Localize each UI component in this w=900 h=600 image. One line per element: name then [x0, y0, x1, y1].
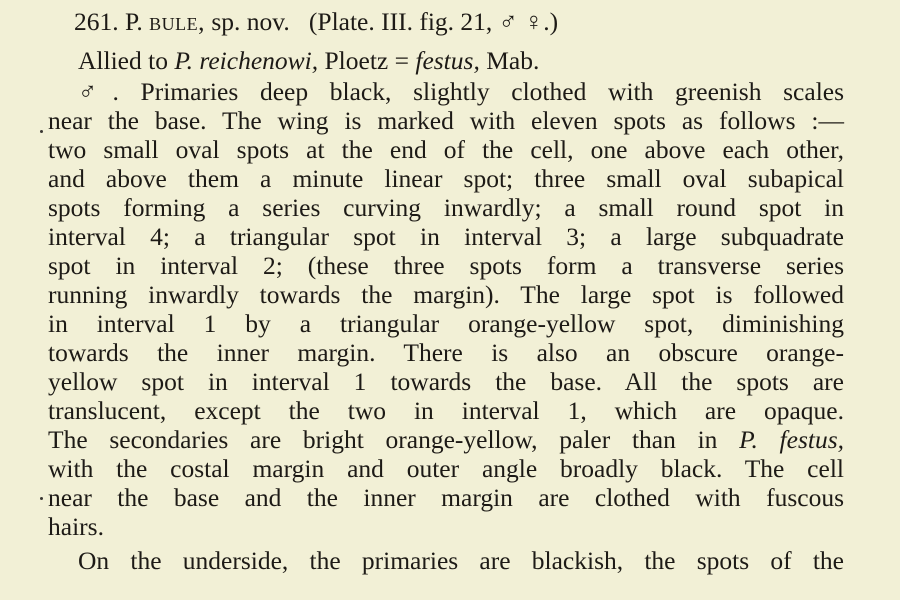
text-line: in interval 1 by a triangular orange-yellow spot, diminishing [48, 309, 844, 338]
sex-symbols: ♂ ♀.) [498, 7, 559, 36]
festus-italic: P. festus, [739, 425, 845, 454]
male-description-line-1 [78, 77, 844, 106]
text-line: hairs. [48, 512, 104, 541]
text-line: spot in interval 2; (these three spots form a transverse series [48, 251, 844, 280]
text-line: two small oval spots at the end of the cell, one above each other, [48, 135, 844, 164]
allied-species: P. reichenowi, [174, 46, 319, 75]
underside-line: On the underside, the primaries are blackish, the spots of the [78, 546, 844, 575]
plate-reference: (Plate. III. fig. 21, [308, 7, 493, 36]
species-name: bule, [149, 7, 205, 36]
text-line: spots forming a series curving inwardly; a small round spot in [48, 193, 844, 222]
text-line: translucent, except the two in interval 1, which are opaque. [48, 396, 844, 425]
text-line: running inwardly towards the margin). The large spot is followed [48, 280, 844, 309]
text-line [48, 425, 844, 454]
text-span: The secondaries are bright orange-yellow, paler than in [48, 425, 718, 454]
text-line: and above them a minute linear spot; three small oval subapical [48, 164, 844, 193]
sp-nov: sp. nov. [211, 7, 290, 36]
text-line: interval 4; a triangular spot in interval 3; a large subquadrate [48, 222, 844, 251]
ink-speck [40, 497, 43, 500]
text-line: yellow spot in interval 1 towards the base. All the spots are [48, 367, 844, 396]
allied-synonym: festus, [415, 46, 480, 75]
text-line: Primaries deep black, slightly clothed with greenish scales [140, 77, 845, 106]
text-line: near the base and the inner margin are clothed with fuscous [48, 483, 844, 512]
text-line: with the costal margin and outer angle broadly black. The cell [48, 454, 844, 483]
allied-prefix: Allied to [78, 46, 168, 75]
species-heading [74, 7, 774, 36]
male-symbol: ♂. [78, 77, 119, 106]
allied-author2: Mab. [486, 46, 540, 75]
text-line: towards the inner margin. There is also an obscure orange- [48, 338, 844, 367]
genus-abbrev: P. [125, 7, 143, 36]
text-line: near the base. The wing is marked with eleven spots as follows :— [48, 106, 844, 135]
allied-line [78, 46, 778, 75]
species-number: 261. [74, 7, 119, 36]
allied-author: Ploetz = [324, 46, 409, 75]
ink-speck [40, 130, 43, 133]
